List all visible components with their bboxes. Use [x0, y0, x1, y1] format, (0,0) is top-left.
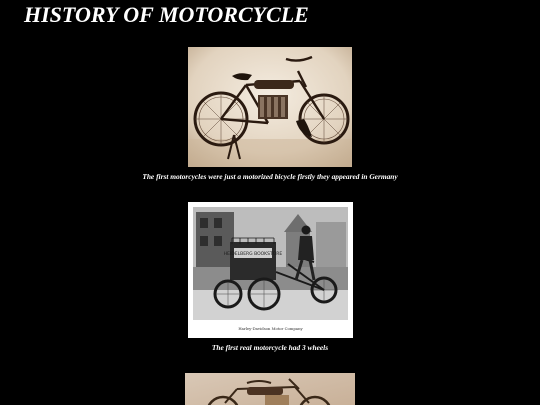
cargo-sign-text: HEIDELBERG BOOKSTORE [223, 252, 283, 257]
motorized-bicycle-illustration [188, 47, 352, 167]
motorized-bicycle-caption: The first motorcycles were just a motorized bicycle firstly they appeared in Germany [142, 172, 398, 181]
three-wheeler-caption: The first real motorcycle had 3 wheels [211, 343, 329, 352]
early-motorcycle-illustration [185, 373, 355, 405]
page-title: HISTORY OF MOTORCYCLE [24, 2, 309, 27]
early-motorcycle-photo [185, 373, 355, 405]
three-wheeler-illustration [188, 202, 353, 338]
photo-credit-text: Harley-Davidson Motor Company [238, 326, 303, 331]
three-wheeler-photo [188, 202, 353, 338]
motorized-bicycle-photo [188, 47, 352, 167]
